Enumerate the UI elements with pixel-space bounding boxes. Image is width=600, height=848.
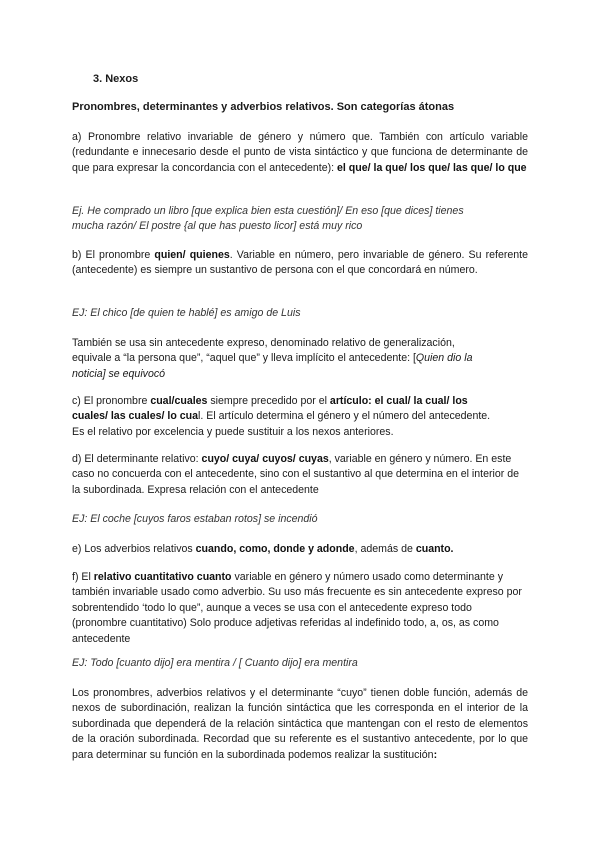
paragraph-d-pre: d) El determinante relativo: <box>72 453 202 465</box>
paragraph-d-post: , variable en género y número. En este caso no concuerda con el antecedente, sino con el sustantivo al que determina en el interior de la subordinada. Expresa relación con el antecedente <box>72 453 519 496</box>
example-2: EJ: El chico [de quien te hablé] es amigo de Luis <box>72 307 301 319</box>
paragraph-c-bold-2: artículo: el cual/ la cual/ los cuales/ las cuales/ lo cua <box>72 395 468 423</box>
paragraph-c-mid: siempre precedido por el <box>207 395 330 407</box>
paragraph-final-text: Los pronombres, adverbios relativos y el determinante “cuyo” tienen doble función, además de nexos de subordinación, realizan la función sintáctica que les corresponda en el interior de la subordinada que dependerá de la relación sintáctica que mantengan con el resto de elementos de la oración subordinada. Recordad que su referente es el sustantivo antecedente, por lo que para determinar su función en la subordinada podemos realizar la sustitución <box>72 687 528 761</box>
paragraph-b2-text: También se usa sin antecedente expreso, denominado relativo de generalización, equivale a “la persona que”, “aquel que” y lleva implícito el antecedente: [ <box>72 337 455 365</box>
paragraph-c-bold-1: cual/cuales <box>150 395 208 407</box>
paragraph-b-bold: quien/ quienes <box>154 249 230 261</box>
paragraph-e-mid: , además de <box>354 543 416 555</box>
paragraph-a-bold: el que/ la que/ los que/ las que/ lo que <box>337 161 527 174</box>
paragraph-d-bold: cuyo/ cuya/ cuyos/ cuyas <box>201 453 329 465</box>
paragraph-e <box>72 542 528 557</box>
paragraph-final-bold: : <box>433 748 438 761</box>
paragraph-a-text: a) Pronombre relativo invariable de género y número que. También con artículo variable (redundante e innecesario desde el punto de vista sintáctico y que funciona de determinante de que para expresar la concordancia con el antecedente): <box>72 131 528 174</box>
paragraph-e-pre: e) Los adverbios relativos <box>72 543 196 555</box>
paragraph-f-bold: relativo cuantitativo cuanto <box>93 571 232 583</box>
section-title: 3. Nexos <box>93 73 139 85</box>
paragraph-b <box>72 248 528 279</box>
paragraph-b-pre: b) El pronombre <box>72 249 155 261</box>
paragraph-final <box>72 686 528 763</box>
paragraph-d <box>72 452 524 498</box>
paragraph-e-bold-2: cuanto. <box>415 543 454 555</box>
paragraph-f-pre: f) El <box>72 571 94 583</box>
paragraph-f-post: variable en género y número usado como determinante y también invariable usado como adverbio. Su uso más frecuente es sin antecedente expreso por sobrentendido ‘todo lo que”, aunque a veces se usa con el antecedente expreso todo (pronombre cuantitativo) Solo produce adjetivas referidas al indefinido todo, a, os, as como antecedente <box>72 571 522 645</box>
example-3: EJ: El coche [cuyos faros estaban rotos] se incendió <box>72 513 318 525</box>
paragraph-c-pre: c) El pronombre <box>72 395 151 407</box>
paragraph-c <box>72 394 500 440</box>
paragraph-a <box>72 130 528 176</box>
paragraph-e-bold-1: cuando, como, donde y adonde <box>195 543 355 555</box>
paragraph-b2-italic: Quien dio la noticia] se equivocó <box>72 352 473 380</box>
example-4: EJ: Todo [cuanto dijo] era mentira / [ Cuanto dijo] era mentira <box>72 657 358 669</box>
paragraph-b2 <box>72 336 492 382</box>
paragraph-b-post: . Variable en número, pero invariable de género. Su referente (antecedente) es siempre un sustantivo de persona con el que concordará en número. <box>72 249 529 277</box>
paragraph-c-post: l. El artículo determina el género y el número del antecedente. Es el relativo por excelencia y puede sustituir a los nexos anteriores. <box>72 410 491 438</box>
paragraph-f <box>72 570 528 647</box>
example-1: Ej. He comprado un libro [que explica bien esta cuestión]/ En eso [que dices] tienes mucha razón/ El postre {al que has puesto licor] está muy rico <box>72 205 464 233</box>
subtitle: Pronombres, determinantes y adverbios relativos. Son categorías átonas <box>72 101 455 113</box>
